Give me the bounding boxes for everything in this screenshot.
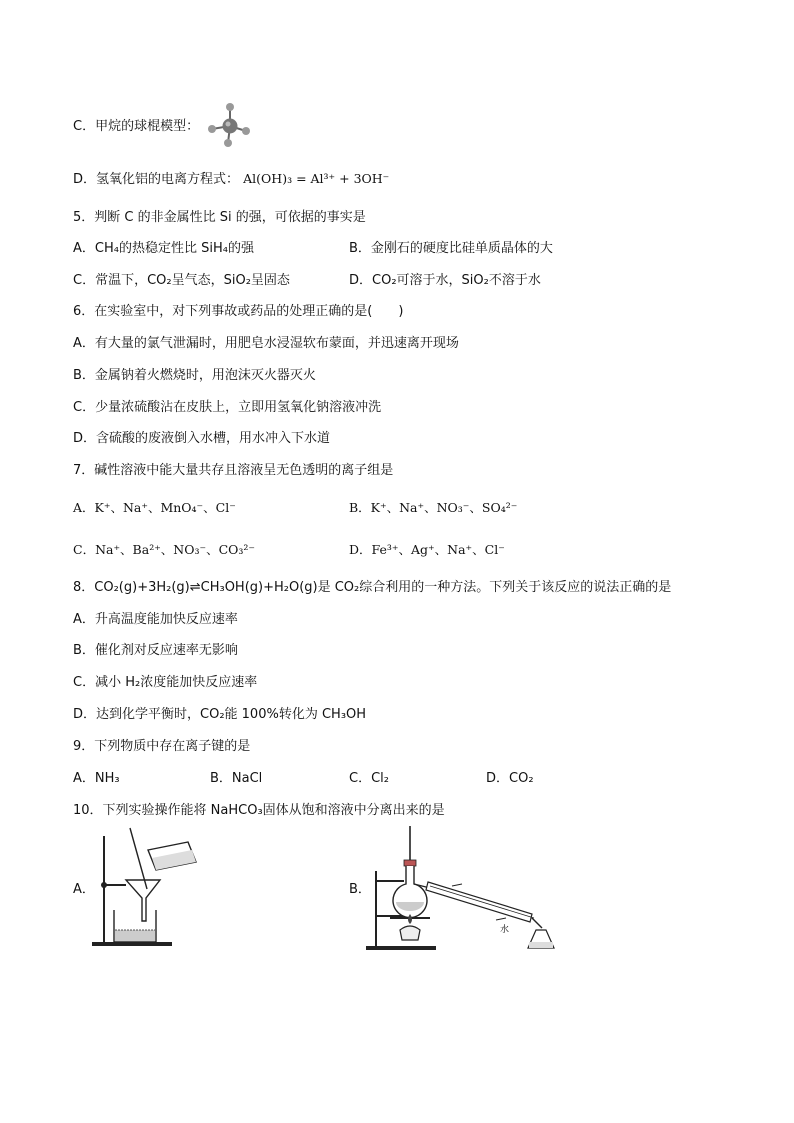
q9-option-b: B．NaCl [210,771,263,786]
q7-option-d: D．Fe³⁺、Ag⁺、Na⁺、Cl⁻ [349,542,505,557]
distillation-apparatus-diagram [366,826,558,952]
question-5: 5．判断 C 的非金属性比 Si 的强，可依据的事实是 [73,210,366,225]
q7-option-a: A．K⁺、Na⁺、MnO₄⁻、Cl⁻ [73,500,236,515]
option-c-methane-text: C．甲烷的球棍模型： [73,119,200,134]
q9-option-a: A．NH₃ [73,771,120,786]
option-c-methane [73,118,199,136]
q5-option-d: D．CO₂可溶于水，SiO₂不溶于水 [349,273,541,288]
option-d-aloh [73,170,389,189]
q8-option-a: A．升高温度能加快反应速率 [73,612,238,627]
question-7: 7．碱性溶液中能大量共存且溶液呈无色透明的离子组是 [73,463,394,478]
q6-option-a: A．有大量的氯气泄漏时，用肥皂水浸湿软布蒙面，并迅速离开现场 [73,336,459,351]
q8-option-b: B．催化剂对反应速率无影响 [73,643,238,658]
question-8: 8．CO₂(g)+3H₂(g)⇌CH₃OH(g)+H₂O(g)是 CO₂综合利用的一种方法。下列关于该反应的说法正确的是 [73,580,672,595]
q6-option-d: D．含硫酸的废液倒入水槽，用水冲入下水道 [73,431,331,446]
q7-option-b: B．K⁺、Na⁺、NO₃⁻、SO₄²⁻ [349,500,518,515]
q6-option-c: C．少量浓硫酸沾在皮肤上，立即用氢氧化钠溶液冲洗 [73,400,382,415]
aloh-equation: Al(OH)₃ = Al³⁺ + 3OH⁻ [243,171,390,186]
option-d-aloh-text: D．氢氧化铝的电离方程式： [73,172,240,187]
q5-option-c: C．常温下，CO₂呈气态，SiO₂呈固态 [73,273,290,288]
q5-option-b: B．金刚石的硬度比硅单质晶体的大 [349,241,553,256]
q7-option-c: C．Na⁺、Ba²⁺、NO₃⁻、CO₃²⁻ [73,542,256,557]
q9-option-d: D．CO₂ [486,771,534,786]
water-label: 水 [500,925,510,935]
q6-option-b: B．金属钠着火燃烧时，用泡沫灭火器灭火 [73,368,316,383]
q10-option-a: A． [73,882,95,897]
filtration-apparatus-diagram [92,826,202,948]
q10-option-b: B． [349,882,371,897]
question-9: 9．下列物质中存在离子键的是 [73,739,251,754]
methane-ball-stick-model [206,102,254,148]
question-10: 10．下列实验操作能将 NaHCO₃固体从饱和溶液中分离出来的是 [73,803,445,818]
q9-option-c: C．Cl₂ [349,771,389,786]
q8-option-d: D．达到化学平衡时，CO₂能 100%转化为 CH₃OH [73,707,367,722]
q5-option-a: A．CH₄的热稳定性比 SiH₄的强 [73,241,254,256]
q8-option-c: C．减小 H₂浓度能加快反应速率 [73,675,258,690]
question-6: 6．在实验室中，对下列事故或药品的处理正确的是( ) [73,304,404,319]
